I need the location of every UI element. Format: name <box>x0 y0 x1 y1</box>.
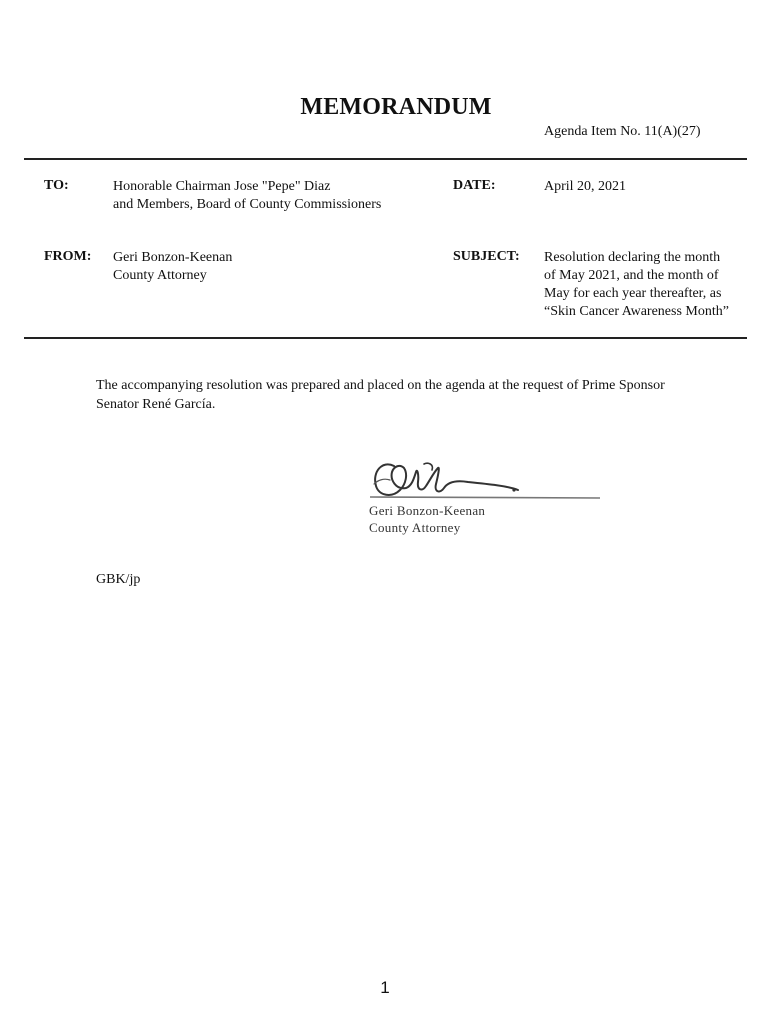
to-line: and Members, Board of County Commissioners <box>113 197 382 212</box>
to-value <box>113 178 381 214</box>
memo-body <box>96 376 736 414</box>
to-label: TO: <box>44 178 69 193</box>
memo-title: MEMORANDUM <box>300 94 492 120</box>
handwritten-signature <box>368 454 608 504</box>
subject-line: “Skin Cancer Awareness Month” <box>544 304 729 319</box>
body-line: The accompanying resolution was prepared and placed on the agenda at the request of Prime Sponsor <box>96 378 665 393</box>
signer-title: County Attorney <box>369 520 461 535</box>
subject-line: Resolution declaring the month <box>544 250 721 265</box>
subject-label: SUBJECT: <box>453 249 520 264</box>
from-label: FROM: <box>44 249 92 264</box>
date-label: DATE: <box>453 178 496 193</box>
signer-name: Geri Bonzon-Keenan <box>369 503 486 518</box>
header-rule-top <box>24 158 747 160</box>
body-line: Senator René García. <box>96 397 216 412</box>
from-line: Geri Bonzon-Keenan <box>113 250 233 265</box>
date-value: April 20, 2021 <box>544 179 627 194</box>
subject-line: of May 2021, and the month of <box>544 268 719 283</box>
subject-line: May for each year thereafter, as <box>544 286 722 301</box>
from-value <box>113 249 232 285</box>
to-line: Honorable Chairman Jose "Pepe" Diaz <box>113 179 331 194</box>
from-line: County Attorney <box>113 268 207 283</box>
agenda-item-number: Agenda Item No. 11(A)(27) <box>544 124 701 139</box>
reference-initials: GBK/jp <box>96 572 141 587</box>
header-rule-bottom <box>24 337 747 339</box>
page-number: 1 <box>380 978 390 997</box>
subject-value <box>544 249 729 321</box>
signature-block <box>369 502 485 536</box>
